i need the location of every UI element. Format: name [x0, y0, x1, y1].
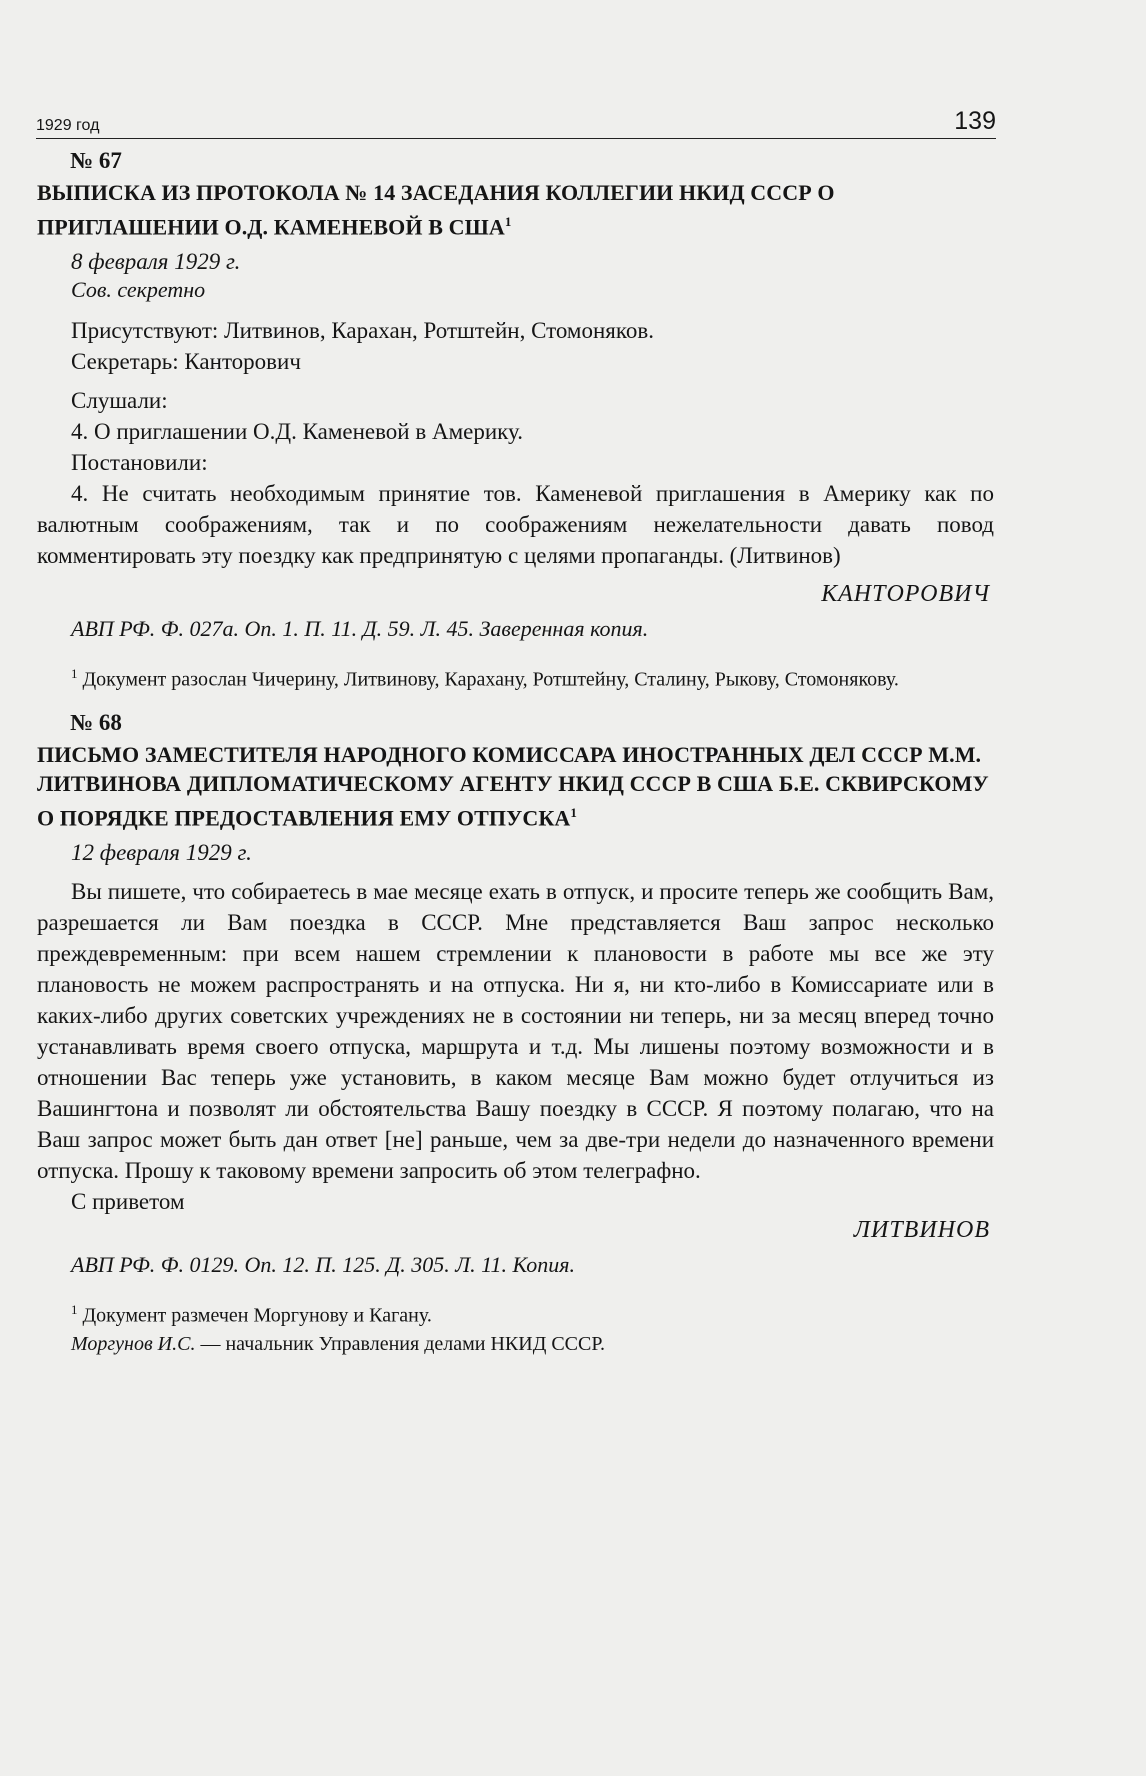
doc67-title [37, 178, 994, 241]
doc68-title-footnote-mark: 1 [570, 804, 578, 820]
doc67-signature: КАНТОРОВИЧ [821, 581, 990, 608]
doc68-body: Вы пишете, что собираетесь в мае месяце ехать в отпуск, и просите теперь же сообщить Вам, разрешается ли Вам поездка в СССР. Мне представляется Ваш запрос несколько преждевременным: при всем нашем стремлении к плановости в работе мы все же эту плановость не можем распространять и на отпуска. Ни я, ни кто-либо в Комиссариате или в каких-либо других советских учреждениях не в состоянии ни теперь, ни за месяц вперед точно устанавливать время своего отпуска, маршрута и т.д. Мы лишены поэтому возможности и в отношении Вас теперь уже установить, в каком месяце Вам можно будет отлучиться из Вашингтона и позволят ли обстоятельства Вашу поездку в СССР. Я поэтому полагаю, что на Ваш запрос может быть дан ответ [не] раньше, чем за две-три недели до назначенного времени отпуска. Прошу к таковому времени запросить об этом телеграфно. [37, 879, 994, 1184]
doc67-source: АВП РФ. Ф. 027а. Оп. 1. П. 11. Д. 59. Л. 45. Заверенная копия. [71, 616, 649, 642]
running-title: 1929 год [36, 117, 100, 134]
doc68-footnote-mark: 1 [71, 1302, 78, 1318]
doc68-title [37, 740, 994, 832]
doc68-date: 12 февраля 1929 г. [71, 840, 252, 866]
doc67-title-footnote-mark: 1 [504, 214, 512, 229]
page-content [37, 148, 994, 1358]
doc67-secretary: Секретарь: Канторович [71, 349, 301, 375]
doc68-closing: С приветом [71, 1189, 185, 1215]
doc67-resolution: 4. Не считать необходимым принятие тов. Каменевой приглашения в Америку как по валютным соображениям, так и по соображениям нежелательности давать повод комментировать эту поездку как предпринятую с целями пропаганды. (Литвинов) [37, 481, 994, 569]
doc67-date: 8 февраля 1929 г. [71, 249, 241, 275]
doc67-footnote-text: Документ разослан Чичерину, Литвинову, Карахану, Ротштейну, Сталину, Рыкову, Стомонякову. [82, 668, 899, 691]
doc68-person-note [37, 1330, 994, 1358]
doc68-footnote-text: Документ размечен Моргунову и Кагану. [82, 1304, 432, 1327]
doc67-present: Присутствуют: Литвинов, Карахан, Ротштейн, Стомоняков. [71, 318, 654, 344]
doc67-title-text: ВЫПИСКА ИЗ ПРОТОКОЛА № 14 ЗАСЕДАНИЯ КОЛЛЕГИИ НКИД СССР О ПРИГЛАШЕНИИ О.Д. КАМЕНЕВОЙ В США [37, 180, 835, 240]
doc68-person-desc: — начальник Управления делами НКИД СССР. [195, 1332, 605, 1355]
doc67-resolved-label: Постановили: [71, 450, 208, 476]
doc67-classification: Сов. секретно [71, 277, 206, 303]
doc67-footnote [37, 660, 994, 694]
doc67-number: № 67 [70, 148, 122, 173]
doc68-footnote [37, 1296, 994, 1330]
page-number: 139 [954, 107, 996, 135]
doc68-person-name: Моргунов И.С. [71, 1332, 196, 1355]
doc68-title-text: ПИСЬМО ЗАМЕСТИТЕЛЯ НАРОДНОГО КОМИССАРА ИНОСТРАННЫХ ДЕЛ СССР М.М. ЛИТВИНОВА ДИПЛОМАТИЧЕСКОМУ АГЕНТУ НКИД СССР В США Б.Е. СКВИРСКОМУ О ПОРЯДКЕ ПРЕДОСТАВЛЕНИЯ ЕМУ ОТПУСКА [37, 741, 989, 831]
doc67-heard-item: 4. О приглашении О.Д. Каменевой в Америку. [71, 419, 523, 445]
doc68-signature: ЛИТВИНОВ [853, 1217, 990, 1244]
running-header [36, 98, 996, 139]
doc67-heard-label: Слушали: [71, 388, 168, 414]
doc67-footnote-mark: 1 [71, 666, 78, 682]
doc68-source: АВП РФ. Ф. 0129. Оп. 12. П. 125. Д. 305. Л. 11. Копия. [71, 1252, 576, 1278]
doc68-number: № 68 [70, 709, 122, 735]
